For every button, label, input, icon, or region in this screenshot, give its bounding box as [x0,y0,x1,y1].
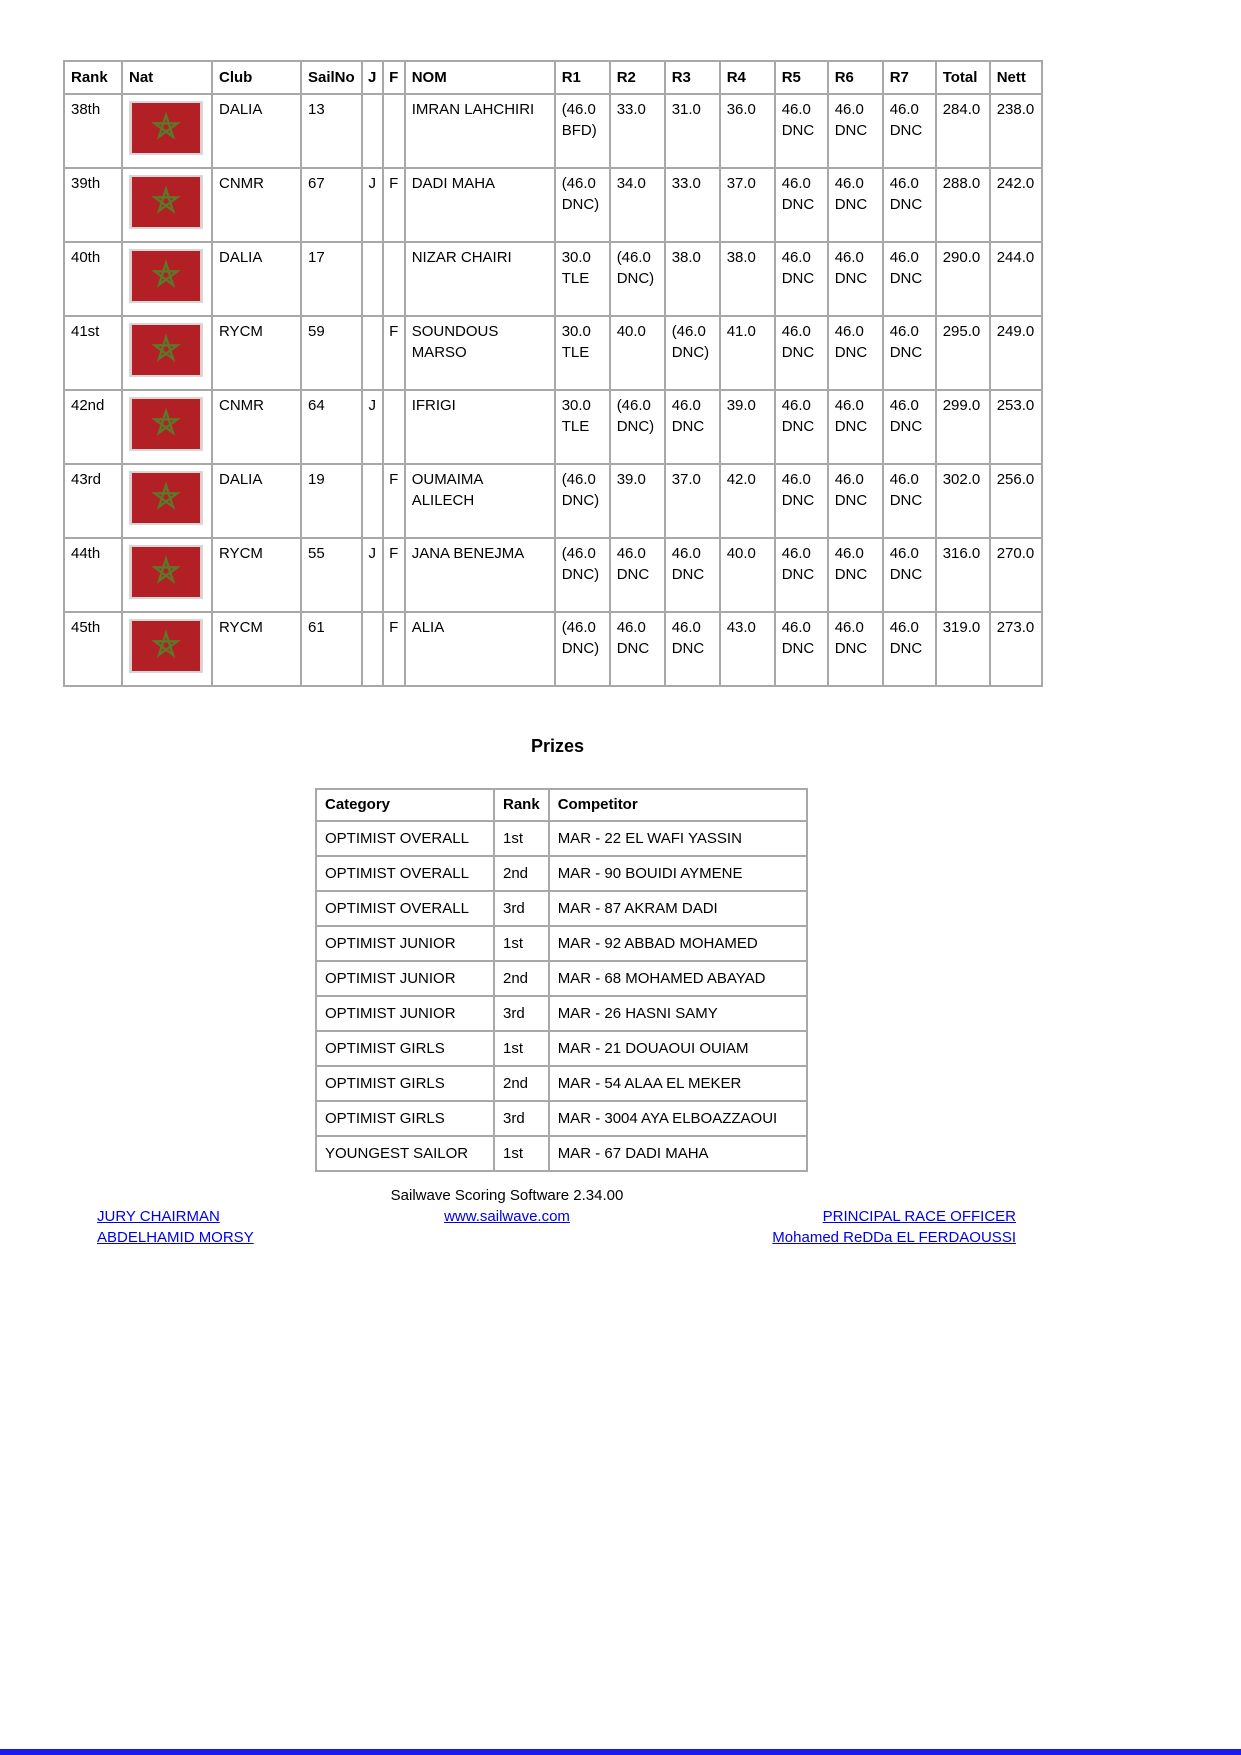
flag-container [129,323,205,377]
results-col-header-r3: R3 [665,61,720,94]
junior-cell [362,316,383,390]
prizes-col-header-rank: Rank [494,789,549,821]
prize-competitor-cell: MAR - 3004 AYA ELBOAZZAOUI [549,1101,807,1136]
race-officer-name-link[interactable]: Mohamed ReDDa EL FERDAOUSSI [772,1229,1016,1246]
race-score-cell-r5: 46.0 DNC [775,316,828,390]
female-cell: F [383,316,405,390]
club-cell: DALIA [212,464,301,538]
prizes-col-header-competitor: Competitor [549,789,807,821]
prize-row [316,1101,807,1136]
total-cell: 319.0 [936,612,990,686]
prize-rank-cell: 1st [494,821,549,856]
nett-cell: 273.0 [990,612,1042,686]
rank-cell: 38th [64,94,122,168]
prizes-title: Prizes [530,736,585,756]
jury-chairman-name-link[interactable]: ABDELHAMID MORSY [97,1229,254,1246]
prize-rank-cell: 1st [494,1031,549,1066]
prize-row [316,856,807,891]
race-score-cell-r2: 33.0 [610,94,665,168]
total-cell: 284.0 [936,94,990,168]
junior-cell [362,612,383,686]
race-score-cell-r3: 33.0 [665,168,720,242]
flag-container [129,101,205,155]
flag-container [129,545,205,599]
prize-rank-cell: 3rd [494,996,549,1031]
bottom-blue-bar [0,1749,1241,1755]
results-col-header-nat: Nat [122,61,212,94]
prize-row [316,891,807,926]
results-header-row [64,61,1042,94]
prize-category-cell: OPTIMIST GIRLS [316,1066,494,1101]
sailno-cell: 67 [301,168,362,242]
prize-category-cell: OPTIMIST GIRLS [316,1101,494,1136]
prize-rank-cell: 3rd [494,891,549,926]
prize-competitor-cell: MAR - 26 HASNI SAMY [549,996,807,1031]
junior-cell [362,464,383,538]
nat-cell [122,242,212,316]
race-score-cell-r3: 46.0 DNC [665,538,720,612]
female-cell [383,94,405,168]
footer [0,1185,1241,1255]
results-col-header-r6: R6 [828,61,883,94]
sailno-cell: 19 [301,464,362,538]
sailno-cell: 59 [301,316,362,390]
race-score-cell-r1: (46.0 DNC) [555,538,610,612]
competitor-name: DADI MAHA [411,175,496,192]
race-score-cell-r5: 46.0 DNC [775,612,828,686]
race-score-cell-r5: 46.0 DNC [775,242,828,316]
rank-cell: 42nd [64,390,122,464]
software-version-text: Sailwave Scoring Software 2.34.00 [390,1187,624,1204]
prizes-body [316,821,807,1171]
sailno-cell: 13 [301,94,362,168]
competitor-name: ALIA [411,619,445,636]
junior-cell: J [362,538,383,612]
prize-rank-cell: 2nd [494,1066,549,1101]
race-score-cell-r7: 46.0 DNC [883,612,936,686]
junior-cell [362,94,383,168]
name-cell [405,242,555,316]
prize-row [316,961,807,996]
morocco-flag-icon [129,101,203,155]
race-score-cell-r6: 46.0 DNC [828,242,883,316]
race-score-cell-r4: 42.0 [720,464,775,538]
results-row-38th [64,94,1042,168]
footer-right [772,1206,1016,1248]
race-score-cell-r1: (46.0 DNC) [555,612,610,686]
morocco-flag-icon [129,397,203,451]
race-score-cell-r7: 46.0 DNC [883,316,936,390]
prize-competitor-cell: MAR - 54 ALAA EL MEKER [549,1066,807,1101]
prize-category-cell: OPTIMIST JUNIOR [316,961,494,996]
nat-cell [122,538,212,612]
results-col-header-r5: R5 [775,61,828,94]
race-score-cell-r5: 46.0 DNC [775,168,828,242]
race-score-cell-r1: 30.0 TLE [555,390,610,464]
flag-container [129,249,205,303]
nett-cell: 270.0 [990,538,1042,612]
race-score-cell-r2: 46.0 DNC [610,612,665,686]
rank-cell: 40th [64,242,122,316]
morocco-flag-icon [129,249,203,303]
race-score-cell-r1: 30.0 TLE [555,316,610,390]
prize-competitor-cell: MAR - 22 EL WAFI YASSIN [549,821,807,856]
junior-cell [362,242,383,316]
results-col-header-rank: Rank [64,61,122,94]
results-row-42nd [64,390,1042,464]
prize-rank-cell: 1st [494,1136,549,1171]
race-score-cell-r1: 30.0 TLE [555,242,610,316]
rank-cell: 41st [64,316,122,390]
race-score-cell-r2: 34.0 [610,168,665,242]
female-cell [383,242,405,316]
sailno-cell: 17 [301,242,362,316]
female-cell [383,390,405,464]
race-score-cell-r6: 46.0 DNC [828,390,883,464]
results-row-39th [64,168,1042,242]
nat-cell [122,316,212,390]
club-cell: DALIA [212,242,301,316]
results-col-header-r1: R1 [555,61,610,94]
results-col-header-r4: R4 [720,61,775,94]
race-score-cell-r5: 46.0 DNC [775,390,828,464]
race-score-cell-r4: 40.0 [720,538,775,612]
rank-cell: 39th [64,168,122,242]
name-cell [405,168,555,242]
prize-rank-cell: 1st [494,926,549,961]
results-col-header-f: F [383,61,405,94]
race-score-cell-r3: 31.0 [665,94,720,168]
nett-cell: 249.0 [990,316,1042,390]
club-cell: RYCM [212,612,301,686]
competitor-name: JANA BENEJMA [411,545,525,562]
results-col-header-nett: Nett [990,61,1042,94]
female-cell: F [383,538,405,612]
nett-cell: 244.0 [990,242,1042,316]
race-score-cell-r2: (46.0 DNC) [610,242,665,316]
club-cell: CNMR [212,390,301,464]
race-score-cell-r6: 46.0 DNC [828,168,883,242]
morocco-flag-icon [129,471,203,525]
female-cell: F [383,612,405,686]
flag-container [129,175,205,229]
competitor-name: NIZAR CHAIRI [411,249,512,266]
rank-cell: 43rd [64,464,122,538]
race-score-cell-r4: 39.0 [720,390,775,464]
results-row-44th [64,538,1042,612]
prize-competitor-cell: MAR - 92 ABBAD MOHAMED [549,926,807,961]
results-col-header-club: Club [212,61,301,94]
race-score-cell-r2: (46.0 DNC) [610,390,665,464]
junior-cell: J [362,390,383,464]
prize-category-cell: OPTIMIST JUNIOR [316,926,494,961]
club-cell: CNMR [212,168,301,242]
junior-cell: J [362,168,383,242]
race-score-cell-r4: 38.0 [720,242,775,316]
sailno-cell: 55 [301,538,362,612]
race-score-cell-r4: 36.0 [720,94,775,168]
race-score-cell-r7: 46.0 DNC [883,168,936,242]
results-row-40th [64,242,1042,316]
race-score-cell-r3: 38.0 [665,242,720,316]
prize-category-cell: YOUNGEST SAILOR [316,1136,494,1171]
race-score-cell-r3: 46.0 DNC [665,612,720,686]
prize-row [316,996,807,1031]
race-score-cell-r7: 46.0 DNC [883,242,936,316]
prize-competitor-cell: MAR - 68 MOHAMED ABAYAD [549,961,807,996]
results-col-header-r2: R2 [610,61,665,94]
race-score-cell-r1: (46.0 DNC) [555,168,610,242]
rank-cell: 45th [64,612,122,686]
flag-container [129,619,205,673]
club-cell: DALIA [212,94,301,168]
race-score-cell-r5: 46.0 DNC [775,94,828,168]
race-score-cell-r6: 46.0 DNC [828,464,883,538]
results-col-header-sailno: SailNo [301,61,362,94]
nett-cell: 256.0 [990,464,1042,538]
race-score-cell-r6: 46.0 DNC [828,612,883,686]
prize-row [316,1066,807,1101]
prizes-table [315,788,808,1172]
race-score-cell-r3: 37.0 [665,464,720,538]
nat-cell [122,612,212,686]
sailno-cell: 64 [301,390,362,464]
results-body [64,94,1042,686]
nat-cell [122,390,212,464]
total-cell: 302.0 [936,464,990,538]
results-row-43rd [64,464,1042,538]
prize-rank-cell: 2nd [494,856,549,891]
race-score-cell-r4: 41.0 [720,316,775,390]
club-cell: RYCM [212,316,301,390]
prizes-header-row [316,789,807,821]
race-score-cell-r3: (46.0 DNC) [665,316,720,390]
race-score-cell-r2: 46.0 DNC [610,538,665,612]
morocco-flag-icon [129,619,203,673]
competitor-name: IMRAN LAHCHIRI [411,101,535,118]
prize-category-cell: OPTIMIST GIRLS [316,1031,494,1066]
race-score-cell-r1: (46.0 DNC) [555,464,610,538]
total-cell: 288.0 [936,168,990,242]
jury-chairman-role-link[interactable]: JURY CHAIRMAN [97,1208,220,1225]
morocco-flag-icon [129,545,203,599]
total-cell: 295.0 [936,316,990,390]
race-score-cell-r5: 46.0 DNC [775,538,828,612]
race-officer-role-link[interactable]: PRINCIPAL RACE OFFICER [822,1208,1016,1225]
name-cell [405,612,555,686]
results-col-header-j: J [362,61,383,94]
results-row-45th [64,612,1042,686]
competitor-name: SOUNDOUS MARSO [411,323,499,361]
prize-category-cell: OPTIMIST OVERALL [316,891,494,926]
footer-center [297,1185,717,1227]
race-score-cell-r7: 46.0 DNC [883,94,936,168]
prize-competitor-cell: MAR - 21 DOUAOUI OUIAM [549,1031,807,1066]
prize-category-cell: OPTIMIST OVERALL [316,821,494,856]
sailwave-website-link[interactable]: www.sailwave.com [444,1208,570,1225]
race-score-cell-r1: (46.0 BFD) [555,94,610,168]
rank-cell: 44th [64,538,122,612]
morocco-flag-icon [129,323,203,377]
race-score-cell-r2: 40.0 [610,316,665,390]
prizes-col-header-category: Category [316,789,494,821]
race-score-cell-r2: 39.0 [610,464,665,538]
footer-left [97,1206,254,1248]
prize-rank-cell: 3rd [494,1101,549,1136]
results-row-41st [64,316,1042,390]
race-score-cell-r7: 46.0 DNC [883,538,936,612]
flag-container [129,397,205,451]
name-cell [405,464,555,538]
race-score-cell-r5: 46.0 DNC [775,464,828,538]
results-col-header-total: Total [936,61,990,94]
race-score-cell-r4: 37.0 [720,168,775,242]
prize-rank-cell: 2nd [494,961,549,996]
results-col-header-r7: R7 [883,61,936,94]
prize-row [316,926,807,961]
name-cell [405,316,555,390]
race-score-cell-r6: 46.0 DNC [828,94,883,168]
prize-category-cell: OPTIMIST OVERALL [316,856,494,891]
nett-cell: 253.0 [990,390,1042,464]
name-cell [405,390,555,464]
prize-row [316,1031,807,1066]
results-col-header-nom: NOM [405,61,555,94]
prize-competitor-cell: MAR - 87 AKRAM DADI [549,891,807,926]
prize-competitor-cell: MAR - 90 BOUIDI AYMENE [549,856,807,891]
name-cell [405,94,555,168]
prize-competitor-cell: MAR - 67 DADI MAHA [549,1136,807,1171]
total-cell: 316.0 [936,538,990,612]
prize-category-cell: OPTIMIST JUNIOR [316,996,494,1031]
competitor-name: IFRIGI [411,397,456,414]
race-score-cell-r6: 46.0 DNC [828,316,883,390]
nett-cell: 238.0 [990,94,1042,168]
prize-row [316,1136,807,1171]
female-cell: F [383,168,405,242]
race-score-cell-r6: 46.0 DNC [828,538,883,612]
nat-cell [122,464,212,538]
nat-cell [122,94,212,168]
race-score-cell-r7: 46.0 DNC [883,464,936,538]
total-cell: 290.0 [936,242,990,316]
prize-row [316,821,807,856]
sailno-cell: 61 [301,612,362,686]
name-cell [405,538,555,612]
nat-cell [122,168,212,242]
flag-container [129,471,205,525]
total-cell: 299.0 [936,390,990,464]
morocco-flag-icon [129,175,203,229]
club-cell: RYCM [212,538,301,612]
results-table [63,60,1043,687]
race-score-cell-r4: 43.0 [720,612,775,686]
nett-cell: 242.0 [990,168,1042,242]
race-score-cell-r7: 46.0 DNC [883,390,936,464]
competitor-name: OUMAIMA ALILECH [411,471,483,509]
race-score-cell-r3: 46.0 DNC [665,390,720,464]
female-cell: F [383,464,405,538]
